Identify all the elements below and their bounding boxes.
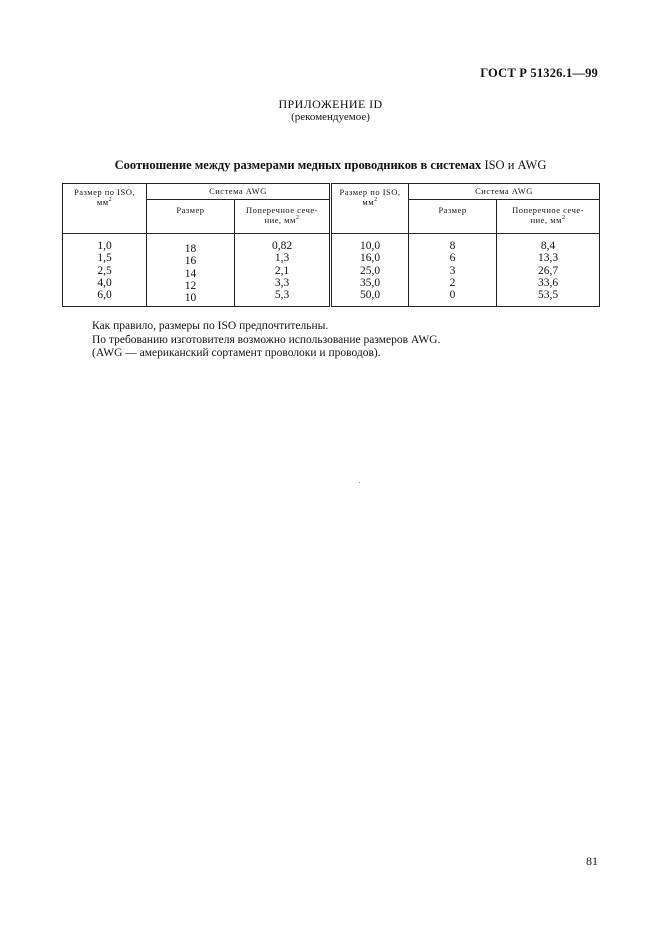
table-cell: 26,7	[537, 264, 559, 277]
conductor-size-table	[62, 183, 600, 307]
table-cell: 5,3	[274, 289, 290, 302]
note-line: Как правило, размеры по ISO предпочтительны.	[92, 320, 329, 332]
header-iso-size-left: Размер по ISO, $мм^2$	[63, 184, 147, 234]
table-cell: 16,0	[359, 252, 381, 265]
document-code: ГОСТ Р 51326.1—99	[480, 66, 598, 80]
note-line: По требованию изготовителя возможно использование размеров AWG.	[92, 333, 441, 346]
table-title-bold: Соотношение между размерами медных проводников в системах	[114, 158, 482, 172]
table-cell: 8,4	[540, 240, 556, 252]
cross-section-column-right	[497, 234, 600, 307]
table-cell: 6	[449, 252, 456, 265]
header-awg-size-right: Размер	[409, 200, 497, 234]
page-number: 81	[586, 854, 598, 868]
table-cell: 14	[184, 267, 197, 280]
appendix-heading	[0, 98, 661, 124]
iso-size-column-left	[63, 234, 147, 307]
table-cell: 3,3	[274, 276, 290, 289]
table-cell: 8	[449, 240, 456, 252]
header-awg-system-right: Система AWG	[409, 184, 600, 200]
table-title	[0, 158, 661, 173]
table-cell: 33,6	[537, 276, 559, 289]
table-cell: 12	[184, 279, 197, 292]
cross-section-column-left	[235, 234, 331, 307]
table-cell: 2	[449, 276, 456, 289]
table-cell: 53,5	[537, 289, 559, 302]
table-cell: 2,1	[274, 264, 290, 277]
table-cell: 16	[184, 255, 197, 268]
table-cell: 35,0	[359, 276, 381, 289]
header-iso-size-right: Размер по ISO, $мм^2$	[331, 184, 409, 234]
table-cell: 1,0	[97, 240, 112, 252]
header-cross-section-right: Поперечное сече- ние, $мм^2$	[497, 200, 600, 234]
scan-speck	[359, 482, 360, 483]
table-cell: 1,5	[97, 252, 112, 265]
table-cell: 10	[184, 292, 197, 305]
appendix-title: ПРИЛОЖЕНИЕ ID	[278, 97, 383, 111]
awg-size-column-right	[409, 234, 497, 307]
header-awg-size-left: Размер	[147, 200, 235, 234]
table-cell: 18	[184, 243, 197, 255]
iso-size-column-right	[331, 234, 409, 307]
notes	[92, 320, 440, 361]
table-cell: 2,5	[97, 264, 112, 277]
table-title-regular: ISO и AWG	[484, 158, 547, 172]
table-cell: 3	[449, 264, 456, 277]
appendix-subtitle: (рекомендуемое)	[291, 111, 370, 123]
table-cell: 25,0	[359, 264, 381, 277]
table-cell: 6,0	[97, 289, 112, 302]
header-awg-system-left: Система AWG	[147, 184, 331, 200]
awg-size-column-left	[147, 234, 235, 307]
table-cell: 0	[449, 289, 456, 302]
table-cell: 1,3	[274, 252, 290, 265]
table-cell: 10,0	[359, 240, 381, 252]
table-cell: 13,3	[537, 252, 559, 265]
table-cell: 4,0	[97, 276, 112, 289]
header-cross-section-left: Поперечное сече- ние, $мм^2$	[235, 200, 331, 234]
table-cell: 0,82	[271, 240, 293, 252]
note-line: (AWG — американский сортамент проволоки и проводов).	[92, 347, 381, 359]
table-cell: 50,0	[359, 289, 381, 302]
